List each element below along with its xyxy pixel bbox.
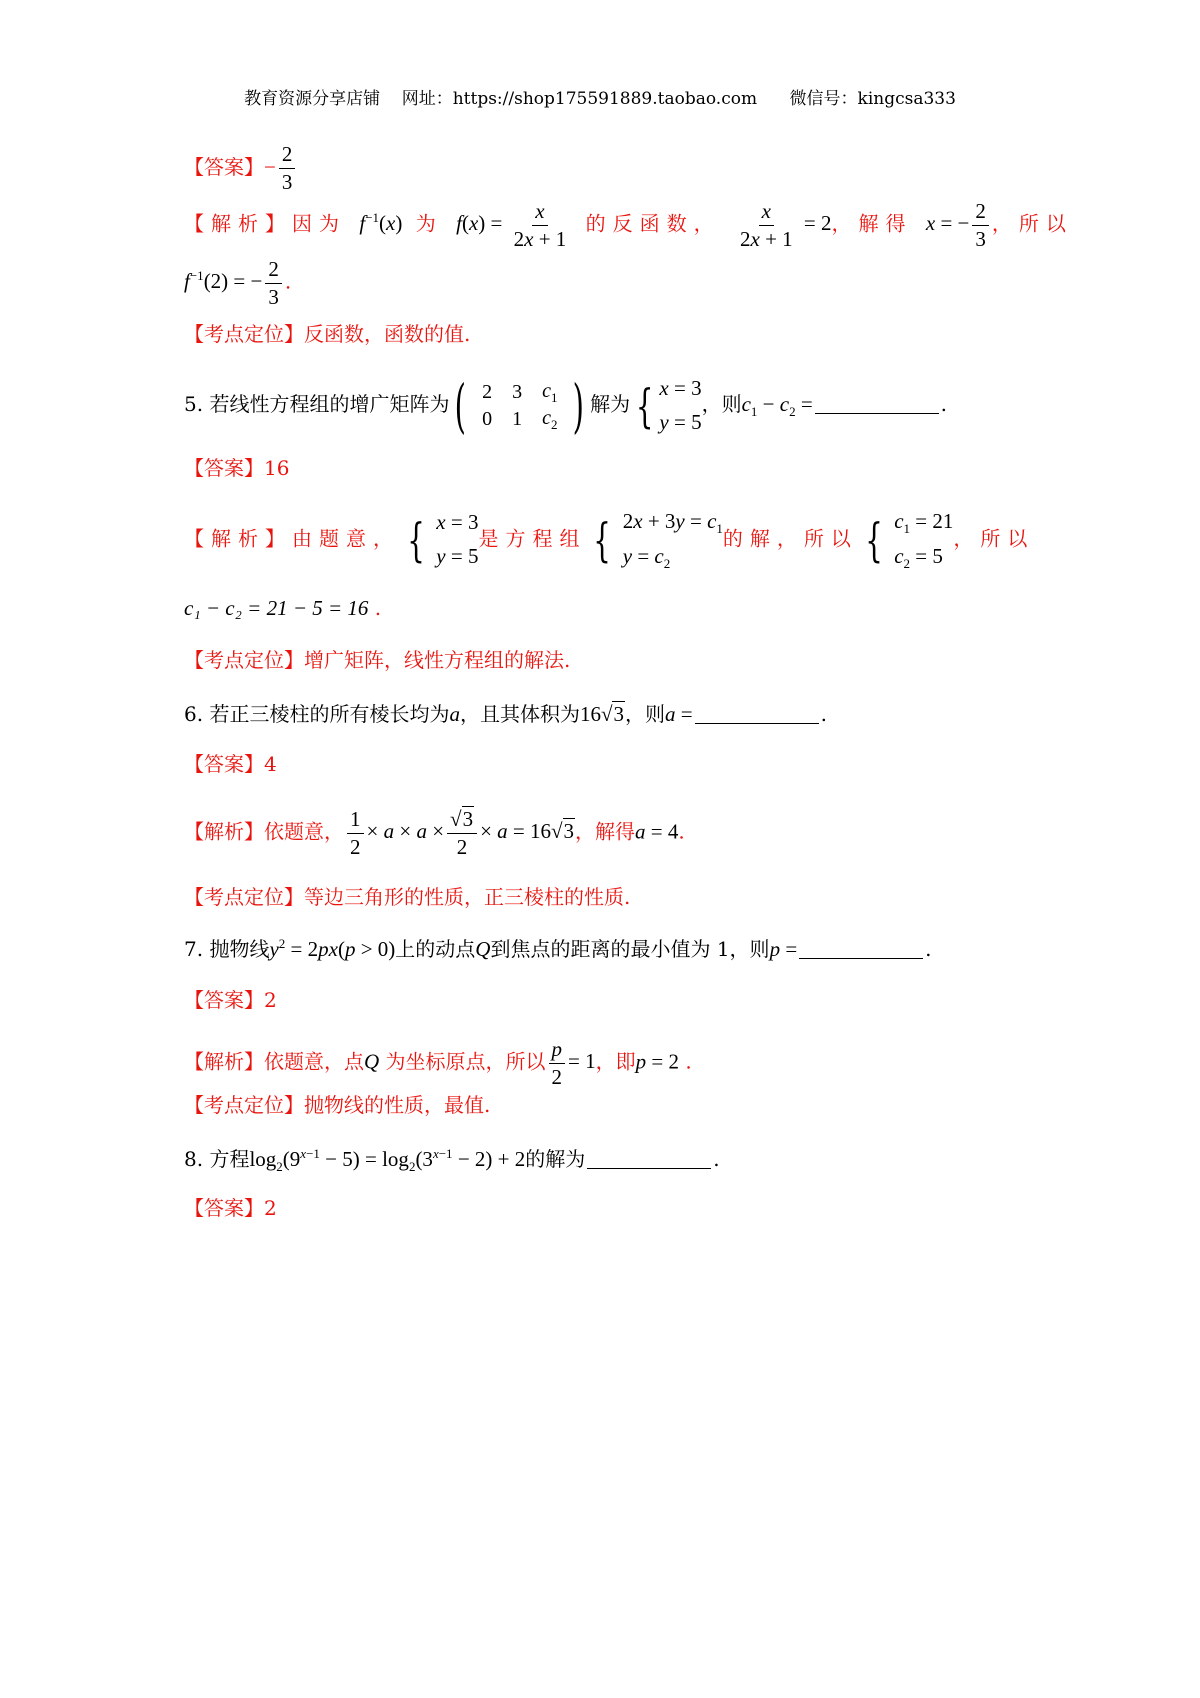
shop-url: https://shop175591889.taobao.com (452, 89, 758, 109)
topic-label: 【考点定位】 (184, 322, 304, 346)
q5-analysis: 【解析】由题意， { x = 3 y = 5 是方程组 { $2x + 3y = c_1$ $y = c_2$ 的解，所以 { $c_1 = 21$ $c_2 = 5$ ，所以 (184, 509, 1035, 572)
q5-stem: 5. 若线性方程组的增广矩阵为 ( 2 3 $c_1$ 0 1 $c_2$ ) 解为 { x = 3 y = 5 ，则$c_1 - c_2$ = . (184, 371, 948, 440)
q7-analysis: 【解析】依题意，点Q 为坐标原点，所以 $\frac{p}{2}$ = 1，即p = 2 . (184, 1037, 692, 1090)
url-label: 网址： (401, 89, 453, 109)
q5-analysis-result: c₁ − c₂ = 21 − 5 = 16 . (184, 596, 382, 620)
shop-name: 教育资源分享店铺 (244, 89, 381, 109)
q6-answer: 【答案】4 (184, 752, 277, 776)
q4-answer: 【答案】− $\frac{2}{3}$ (184, 143, 298, 194)
page-header (0, 84, 1200, 109)
q4-analysis-cont: $f^{-1}(2)$ = − $\frac{2}{3}$ . (184, 257, 292, 310)
q7-answer: 【答案】2 (184, 988, 277, 1012)
q6-topic: 【考点定位】等边三角形的性质，正三棱柱的性质. (184, 885, 631, 909)
q5-answer: 【答案】16 (184, 456, 290, 480)
q4-answer-fraction: $\frac{2}{3}$ (279, 143, 296, 194)
q6-blank (695, 723, 819, 724)
q8-blank (587, 1168, 711, 1169)
q5-blank (815, 413, 939, 414)
q7-blank (799, 958, 923, 959)
q8-answer: 【答案】2 (184, 1196, 277, 1220)
q4-analysis: 【解析】因为 $f^{-1}(x)$ 为 f(x) = $\frac{x}{2x + 1}$ 的反函数， $\frac{x}{2x + 1}$ = 2，解得 x = − $\frac{2}{3}$ ，所以 (184, 199, 1073, 252)
q7-stem: 7. 抛物线$y^2 = 2px(p > 0)$上的动点Q到焦点的距离的最小值为 1，则p = . (184, 936, 932, 961)
q8-stem: 8. 方程$\log_2(9^{x-1} - 5) = \log_2(3^{x-1} - 2) + 2$的解为 . (184, 1146, 720, 1175)
answer-label: 【答案】 (184, 155, 264, 180)
q6-stem: 6. 若正三棱柱的所有棱长均为a，且其体积为16√3，则a = . (184, 702, 827, 726)
wechat-label: 微信号： (789, 89, 858, 109)
augmented-matrix: ( 2 3 $c_1$ 0 1 $c_2$ ) (455, 371, 585, 440)
q4-topic: 【考点定位】反函数，函数的值. (184, 322, 471, 346)
wechat-id: kingcsa333 (857, 89, 956, 109)
q5-topic: 【考点定位】增广矩阵，线性方程组的解法. (184, 648, 571, 672)
q7-topic: 【考点定位】抛物线的性质，最值. (184, 1093, 491, 1117)
q6-analysis: 【解析】依题意， $\frac{1}{2}$ × a × a × $\frac{√3}{2}$ × a = 16√3，解得a = 4. (184, 807, 685, 860)
analysis-label: 【解析】 (184, 211, 292, 236)
